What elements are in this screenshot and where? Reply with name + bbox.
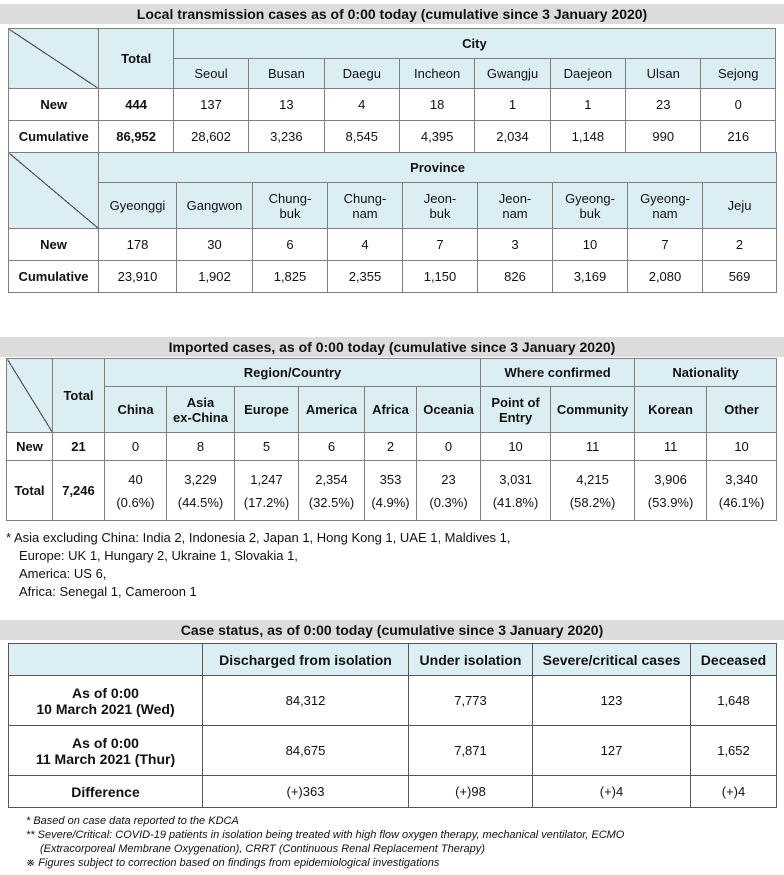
difference-value: (+)98 <box>409 776 533 808</box>
imported-new-value: 10 <box>707 433 777 461</box>
imported-table <box>6 358 777 521</box>
row-label: Total <box>7 461 53 521</box>
city-cum-value: 8,545 <box>324 121 399 153</box>
province-new-value: 6 <box>253 229 328 261</box>
city-name: Ulsan <box>626 59 701 89</box>
status-value: 123 <box>533 676 691 726</box>
imported-note: Europe: UK 1, Hungary 2, Ukraine 1, Slovakia 1, <box>19 548 298 563</box>
case-status-table <box>8 643 777 808</box>
province-cum-value: 3,169 <box>553 261 628 293</box>
status-col-header: Deceased <box>691 644 777 676</box>
city-cumulative-row <box>9 121 776 153</box>
province-name: Gangwon <box>177 183 253 229</box>
row-label: New <box>9 89 99 121</box>
status-row-label: As of 0:00 10 March 2021 (Wed) <box>9 676 203 726</box>
city-cum-value: 216 <box>701 121 776 153</box>
row-label: New <box>9 229 99 261</box>
status-row <box>9 726 777 776</box>
province-cum-value: 2,355 <box>328 261 403 293</box>
imported-new-value: 10 <box>481 433 551 461</box>
difference-value: (+)363 <box>203 776 409 808</box>
imported-note: America: US 6, <box>19 566 107 581</box>
row-label: New <box>7 433 53 461</box>
province-name: Jeju <box>703 183 777 229</box>
province-name: Chung- buk <box>253 183 328 229</box>
imported-total-row <box>7 461 777 521</box>
local-total-header: Total <box>99 29 173 89</box>
status-value: 1,648 <box>691 676 777 726</box>
city-header: City <box>173 29 775 59</box>
footnote: (Extracorporeal Membrane Oxygenation), CRRT (Continuous Renal Replacement Therapy) <box>40 843 485 855</box>
province-new-value: 7 <box>628 229 703 261</box>
province-header: Province <box>99 153 777 183</box>
province-name: Gyeong- nam <box>628 183 703 229</box>
province-new-row <box>9 229 777 261</box>
city-new-value: 4 <box>324 89 399 121</box>
footnote: ※ Figures subject to correction based on findings from epidemiological investigations <box>26 857 440 869</box>
imported-total-value: 3,031 (41.8%) <box>481 461 551 521</box>
imported-col-name: Community <box>551 387 635 433</box>
city-new-value: 13 <box>249 89 324 121</box>
status-value: 127 <box>533 726 691 776</box>
status-difference-row <box>9 776 777 808</box>
imported-total-value: 23 (0.3%) <box>417 461 481 521</box>
city-name: Busan <box>249 59 324 89</box>
province-new-value: 10 <box>553 229 628 261</box>
city-name: Daejeon <box>550 59 625 89</box>
imported-new-row <box>7 433 777 461</box>
where-confirmed-header: Where confirmed <box>481 359 635 387</box>
imported-total-value: 3,340 (46.1%) <box>707 461 777 521</box>
city-name: Sejong <box>701 59 776 89</box>
local-section-title: Local transmission cases as of 0:00 today (cumulative since 3 January 2020) <box>0 4 784 24</box>
city-new-value: 0 <box>701 89 776 121</box>
imported-new-value: 0 <box>417 433 481 461</box>
province-name: Jeon- buk <box>403 183 478 229</box>
province-name: Jeon- nam <box>478 183 553 229</box>
status-value: 1,652 <box>691 726 777 776</box>
imported-corner-cell <box>7 359 53 433</box>
status-row <box>9 676 777 726</box>
city-new-value: 18 <box>399 89 474 121</box>
city-new-value: 137 <box>173 89 248 121</box>
footnote: * Based on case data reported to the KDCA <box>26 815 239 827</box>
imported-total-value: 353 (4.9%) <box>365 461 417 521</box>
difference-value: (+)4 <box>691 776 777 808</box>
province-name: Chung- nam <box>328 183 403 229</box>
imported-new-value: 11 <box>551 433 635 461</box>
imported-note: Africa: Senegal 1, Cameroon 1 <box>19 584 197 599</box>
local-province-table <box>8 152 777 293</box>
imported-column-names-row <box>7 387 777 433</box>
imported-col-name: China <box>105 387 167 433</box>
nationality-header: Nationality <box>635 359 777 387</box>
province-new-value: 2 <box>703 229 777 261</box>
province-name: Gyeong- buk <box>553 183 628 229</box>
status-corner-cell <box>9 644 203 676</box>
province-new-value: 7 <box>403 229 478 261</box>
province-cumulative-row <box>9 261 777 293</box>
province-new-value: 30 <box>177 229 253 261</box>
local-city-table <box>8 28 776 153</box>
imported-col-name: Oceania <box>417 387 481 433</box>
city-cum-value: 28,602 <box>173 121 248 153</box>
province-new-value: 3 <box>478 229 553 261</box>
imported-total-value: 3,229 (44.5%) <box>167 461 235 521</box>
imported-col-name: America <box>299 387 365 433</box>
local-corner-cell <box>9 29 99 89</box>
imported-col-name: Point of Entry <box>481 387 551 433</box>
imported-note: * Asia excluding China: India 2, Indonesia 2, Japan 1, Hong Kong 1, UAE 1, Maldives 1, <box>6 530 511 545</box>
imported-total-value: 3,906 (53.9%) <box>635 461 707 521</box>
status-row-label: As of 0:00 11 March 2021 (Thur) <box>9 726 203 776</box>
city-cum-value: 3,236 <box>249 121 324 153</box>
status-col-header: Severe/critical cases <box>533 644 691 676</box>
imported-total-new: 21 <box>53 433 105 461</box>
province-name: Gyeonggi <box>99 183 177 229</box>
city-name: Gwangju <box>475 59 550 89</box>
status-col-header: Under isolation <box>409 644 533 676</box>
status-value: 84,312 <box>203 676 409 726</box>
imported-new-value: 5 <box>235 433 299 461</box>
difference-value: (+)4 <box>533 776 691 808</box>
imported-total-value: 40 (0.6%) <box>105 461 167 521</box>
city-cum-value: 1,148 <box>550 121 625 153</box>
total-cumulative-value: 86,952 <box>99 121 173 153</box>
imported-section-title: Imported cases, as of 0:00 today (cumulative since 3 January 2020) <box>0 337 784 357</box>
city-new-value: 23 <box>626 89 701 121</box>
footnote: ** Severe/Critical: COVID-19 patients in isolation being treated with high flow oxygen therapy, mechanical ventilator, ECMO <box>26 829 625 841</box>
imported-col-name: Asia ex-China <box>167 387 235 433</box>
province-cum-value: 2,080 <box>628 261 703 293</box>
imported-total-value: 2,354 (32.5%) <box>299 461 365 521</box>
imported-col-name: Other <box>707 387 777 433</box>
imported-total-total: 7,246 <box>53 461 105 521</box>
imported-col-name: Europe <box>235 387 299 433</box>
imported-new-value: 8 <box>167 433 235 461</box>
province-corner-cell <box>9 153 99 229</box>
imported-new-value: 11 <box>635 433 707 461</box>
city-name: Seoul <box>173 59 248 89</box>
city-name: Daegu <box>324 59 399 89</box>
status-value: 7,871 <box>409 726 533 776</box>
difference-label: Difference <box>9 776 203 808</box>
city-cum-value: 2,034 <box>475 121 550 153</box>
status-value: 7,773 <box>409 676 533 726</box>
province-cum-value: 23,910 <box>99 261 177 293</box>
imported-new-value: 0 <box>105 433 167 461</box>
province-cum-value: 1,902 <box>177 261 253 293</box>
city-new-value: 1 <box>550 89 625 121</box>
status-col-header: Discharged from isolation <box>203 644 409 676</box>
imported-new-value: 2 <box>365 433 417 461</box>
city-cum-value: 4,395 <box>399 121 474 153</box>
city-name: Incheon <box>399 59 474 89</box>
province-new-value: 4 <box>328 229 403 261</box>
imported-new-value: 6 <box>299 433 365 461</box>
imported-total-header: Total <box>53 359 105 433</box>
imported-col-name: Korean <box>635 387 707 433</box>
province-cum-value: 569 <box>703 261 777 293</box>
province-cum-value: 1,825 <box>253 261 328 293</box>
province-names-row <box>9 183 777 229</box>
imported-total-value: 1,247 (17.2%) <box>235 461 299 521</box>
city-new-value: 1 <box>475 89 550 121</box>
city-cum-value: 990 <box>626 121 701 153</box>
status-value: 84,675 <box>203 726 409 776</box>
imported-total-value: 4,215 (58.2%) <box>551 461 635 521</box>
province-cum-value: 826 <box>478 261 553 293</box>
imported-col-name: Africa <box>365 387 417 433</box>
row-label: Cumulative <box>9 261 99 293</box>
province-cum-value: 1,150 <box>403 261 478 293</box>
total-new-value: 444 <box>99 89 173 121</box>
province-new-value: 178 <box>99 229 177 261</box>
status-section-title: Case status, as of 0:00 today (cumulative since 3 January 2020) <box>0 620 784 640</box>
city-new-row <box>9 89 776 121</box>
region-header: Region/Country <box>105 359 481 387</box>
row-label: Cumulative <box>9 121 99 153</box>
